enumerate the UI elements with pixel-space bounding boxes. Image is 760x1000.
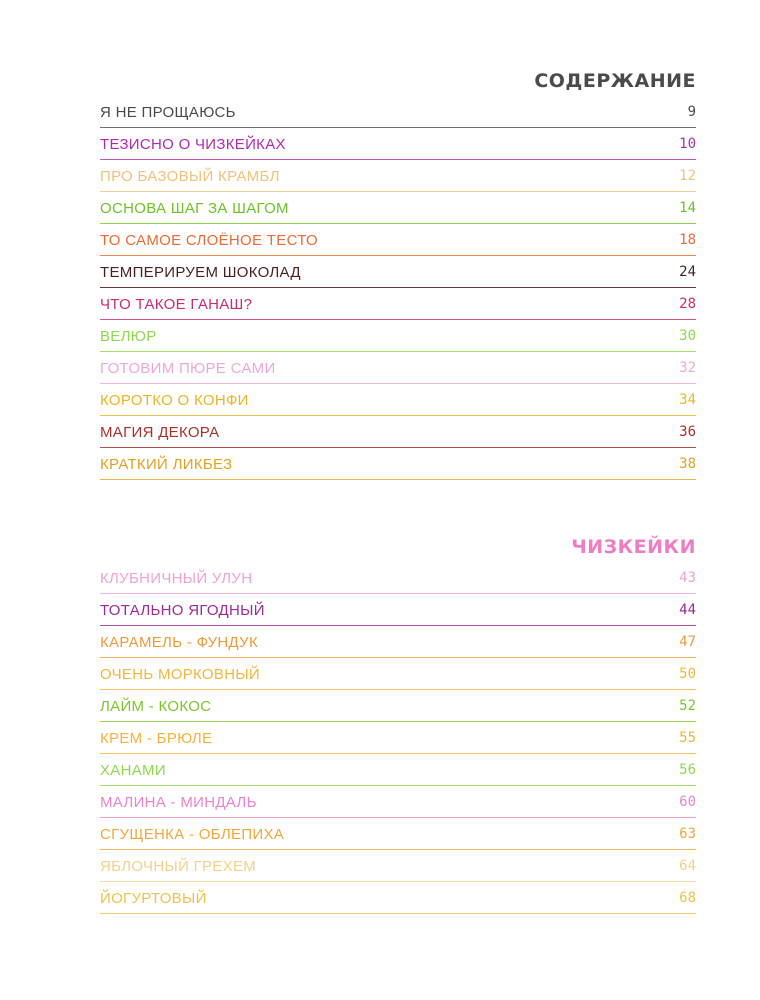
toc-list — [100, 562, 696, 914]
toc-entry-page-number: 55 — [679, 730, 696, 746]
toc-entry-title: ПРО БАЗОВЫЙ КРАМБЛ — [100, 167, 280, 185]
toc-entry-title: Я НЕ ПРОЩАЮСЬ — [100, 103, 236, 121]
toc-entry-title: МАЛИНА - МИНДАЛЬ — [100, 793, 257, 811]
toc-entry[interactable] — [100, 128, 696, 160]
toc-entry-page-number: 68 — [679, 890, 696, 906]
toc-entry-title: КОРОТКО О КОНФИ — [100, 391, 249, 409]
toc-entry-page-number: 44 — [679, 602, 696, 618]
toc-entry[interactable] — [100, 754, 696, 786]
toc-section-cheesecakes — [100, 532, 696, 914]
toc-entry-title: ТО САМОЕ СЛОЁНОЕ ТЕСТО — [100, 231, 318, 249]
toc-entry[interactable] — [100, 288, 696, 320]
toc-entry-page-number: 56 — [679, 762, 696, 778]
toc-entry-title: ЛАЙМ - КОКОС — [100, 697, 212, 715]
toc-entry[interactable] — [100, 320, 696, 352]
toc-entry[interactable] — [100, 96, 696, 128]
section-title: ЧИЗКЕЙКИ — [571, 536, 696, 558]
toc-entry-page-number: 9 — [687, 104, 696, 120]
toc-entry[interactable] — [100, 384, 696, 416]
toc-entry[interactable] — [100, 786, 696, 818]
toc-entry-title: КРАТКИЙ ЛИКБЕЗ — [100, 455, 233, 473]
toc-entry[interactable] — [100, 690, 696, 722]
toc-entry-page-number: 12 — [679, 168, 696, 184]
toc-entry-title: ТОТАЛЬНО ЯГОДНЫЙ — [100, 601, 265, 619]
toc-entry-title: ТЕМПЕРИРУЕМ ШОКОЛАД — [100, 263, 301, 281]
toc-entry[interactable] — [100, 448, 696, 480]
toc-entry-title: СГУЩЕНКА - ОБЛЕПИХА — [100, 825, 285, 843]
toc-entry[interactable] — [100, 562, 696, 594]
toc-entry-title: ТЕЗИСНО О ЧИЗКЕЙКАХ — [100, 135, 286, 153]
toc-entry-page-number: 36 — [679, 424, 696, 440]
toc-entry-page-number: 60 — [679, 794, 696, 810]
toc-entry-page-number: 64 — [679, 858, 696, 874]
toc-entry-page-number: 18 — [679, 232, 696, 248]
toc-entry-title: ЧТО ТАКОЕ ГАНАШ? — [100, 295, 253, 313]
toc-entry-page-number: 14 — [679, 200, 696, 216]
toc-entry-title: ОЧЕНЬ МОРКОВНЫЙ — [100, 665, 260, 683]
toc-entry-title: ХАНАМИ — [100, 761, 166, 779]
toc-entry-page-number: 43 — [679, 570, 696, 586]
toc-entry-title: ОСНОВА ШАГ ЗА ШАГОМ — [100, 199, 289, 217]
toc-entry-page-number: 30 — [679, 328, 696, 344]
toc-entry-title: МАГИЯ ДЕКОРА — [100, 423, 220, 441]
toc-entry-title: КРЕМ - БРЮЛЕ — [100, 729, 213, 747]
toc-entry-page-number: 38 — [679, 456, 696, 472]
toc-entry-page-number: 24 — [679, 264, 696, 280]
toc-entry[interactable] — [100, 256, 696, 288]
toc-entry-title: ЯБЛОЧНЫЙ ГРЕХЕМ — [100, 857, 257, 875]
toc-entry-page-number: 52 — [679, 698, 696, 714]
toc-entry[interactable] — [100, 192, 696, 224]
toc-entry-page-number: 10 — [679, 136, 696, 152]
toc-entry[interactable] — [100, 594, 696, 626]
toc-entry[interactable] — [100, 626, 696, 658]
toc-entry-page-number: 63 — [679, 826, 696, 842]
toc-entry[interactable] — [100, 658, 696, 690]
toc-entry[interactable] — [100, 160, 696, 192]
toc-entry-title: ВЕЛЮР — [100, 327, 157, 345]
toc-entry-title: ЙОГУРТОВЫЙ — [100, 889, 207, 907]
toc-entry[interactable] — [100, 850, 696, 882]
toc-entry-page-number: 28 — [679, 296, 696, 312]
toc-entry-title: ГОТОВИМ ПЮРЕ САМИ — [100, 359, 276, 377]
toc-entry[interactable] — [100, 722, 696, 754]
toc-entry[interactable] — [100, 818, 696, 850]
toc-entry-page-number: 34 — [679, 392, 696, 408]
toc-list — [100, 96, 696, 480]
toc-entry[interactable] — [100, 224, 696, 256]
toc-entry-title: КЛУБНИЧНЫЙ УЛУН — [100, 569, 253, 587]
toc-entry[interactable] — [100, 416, 696, 448]
toc-entry-page-number: 50 — [679, 666, 696, 682]
toc-section-contents — [100, 66, 696, 480]
section-title: СОДЕРЖАНИЕ — [534, 70, 696, 92]
toc-entry-title: КАРАМЕЛЬ - ФУНДУК — [100, 633, 259, 651]
toc-entry-page-number: 32 — [679, 360, 696, 376]
toc-entry-page-number: 47 — [679, 634, 696, 650]
toc-entry[interactable] — [100, 352, 696, 384]
toc-entry[interactable] — [100, 882, 696, 914]
